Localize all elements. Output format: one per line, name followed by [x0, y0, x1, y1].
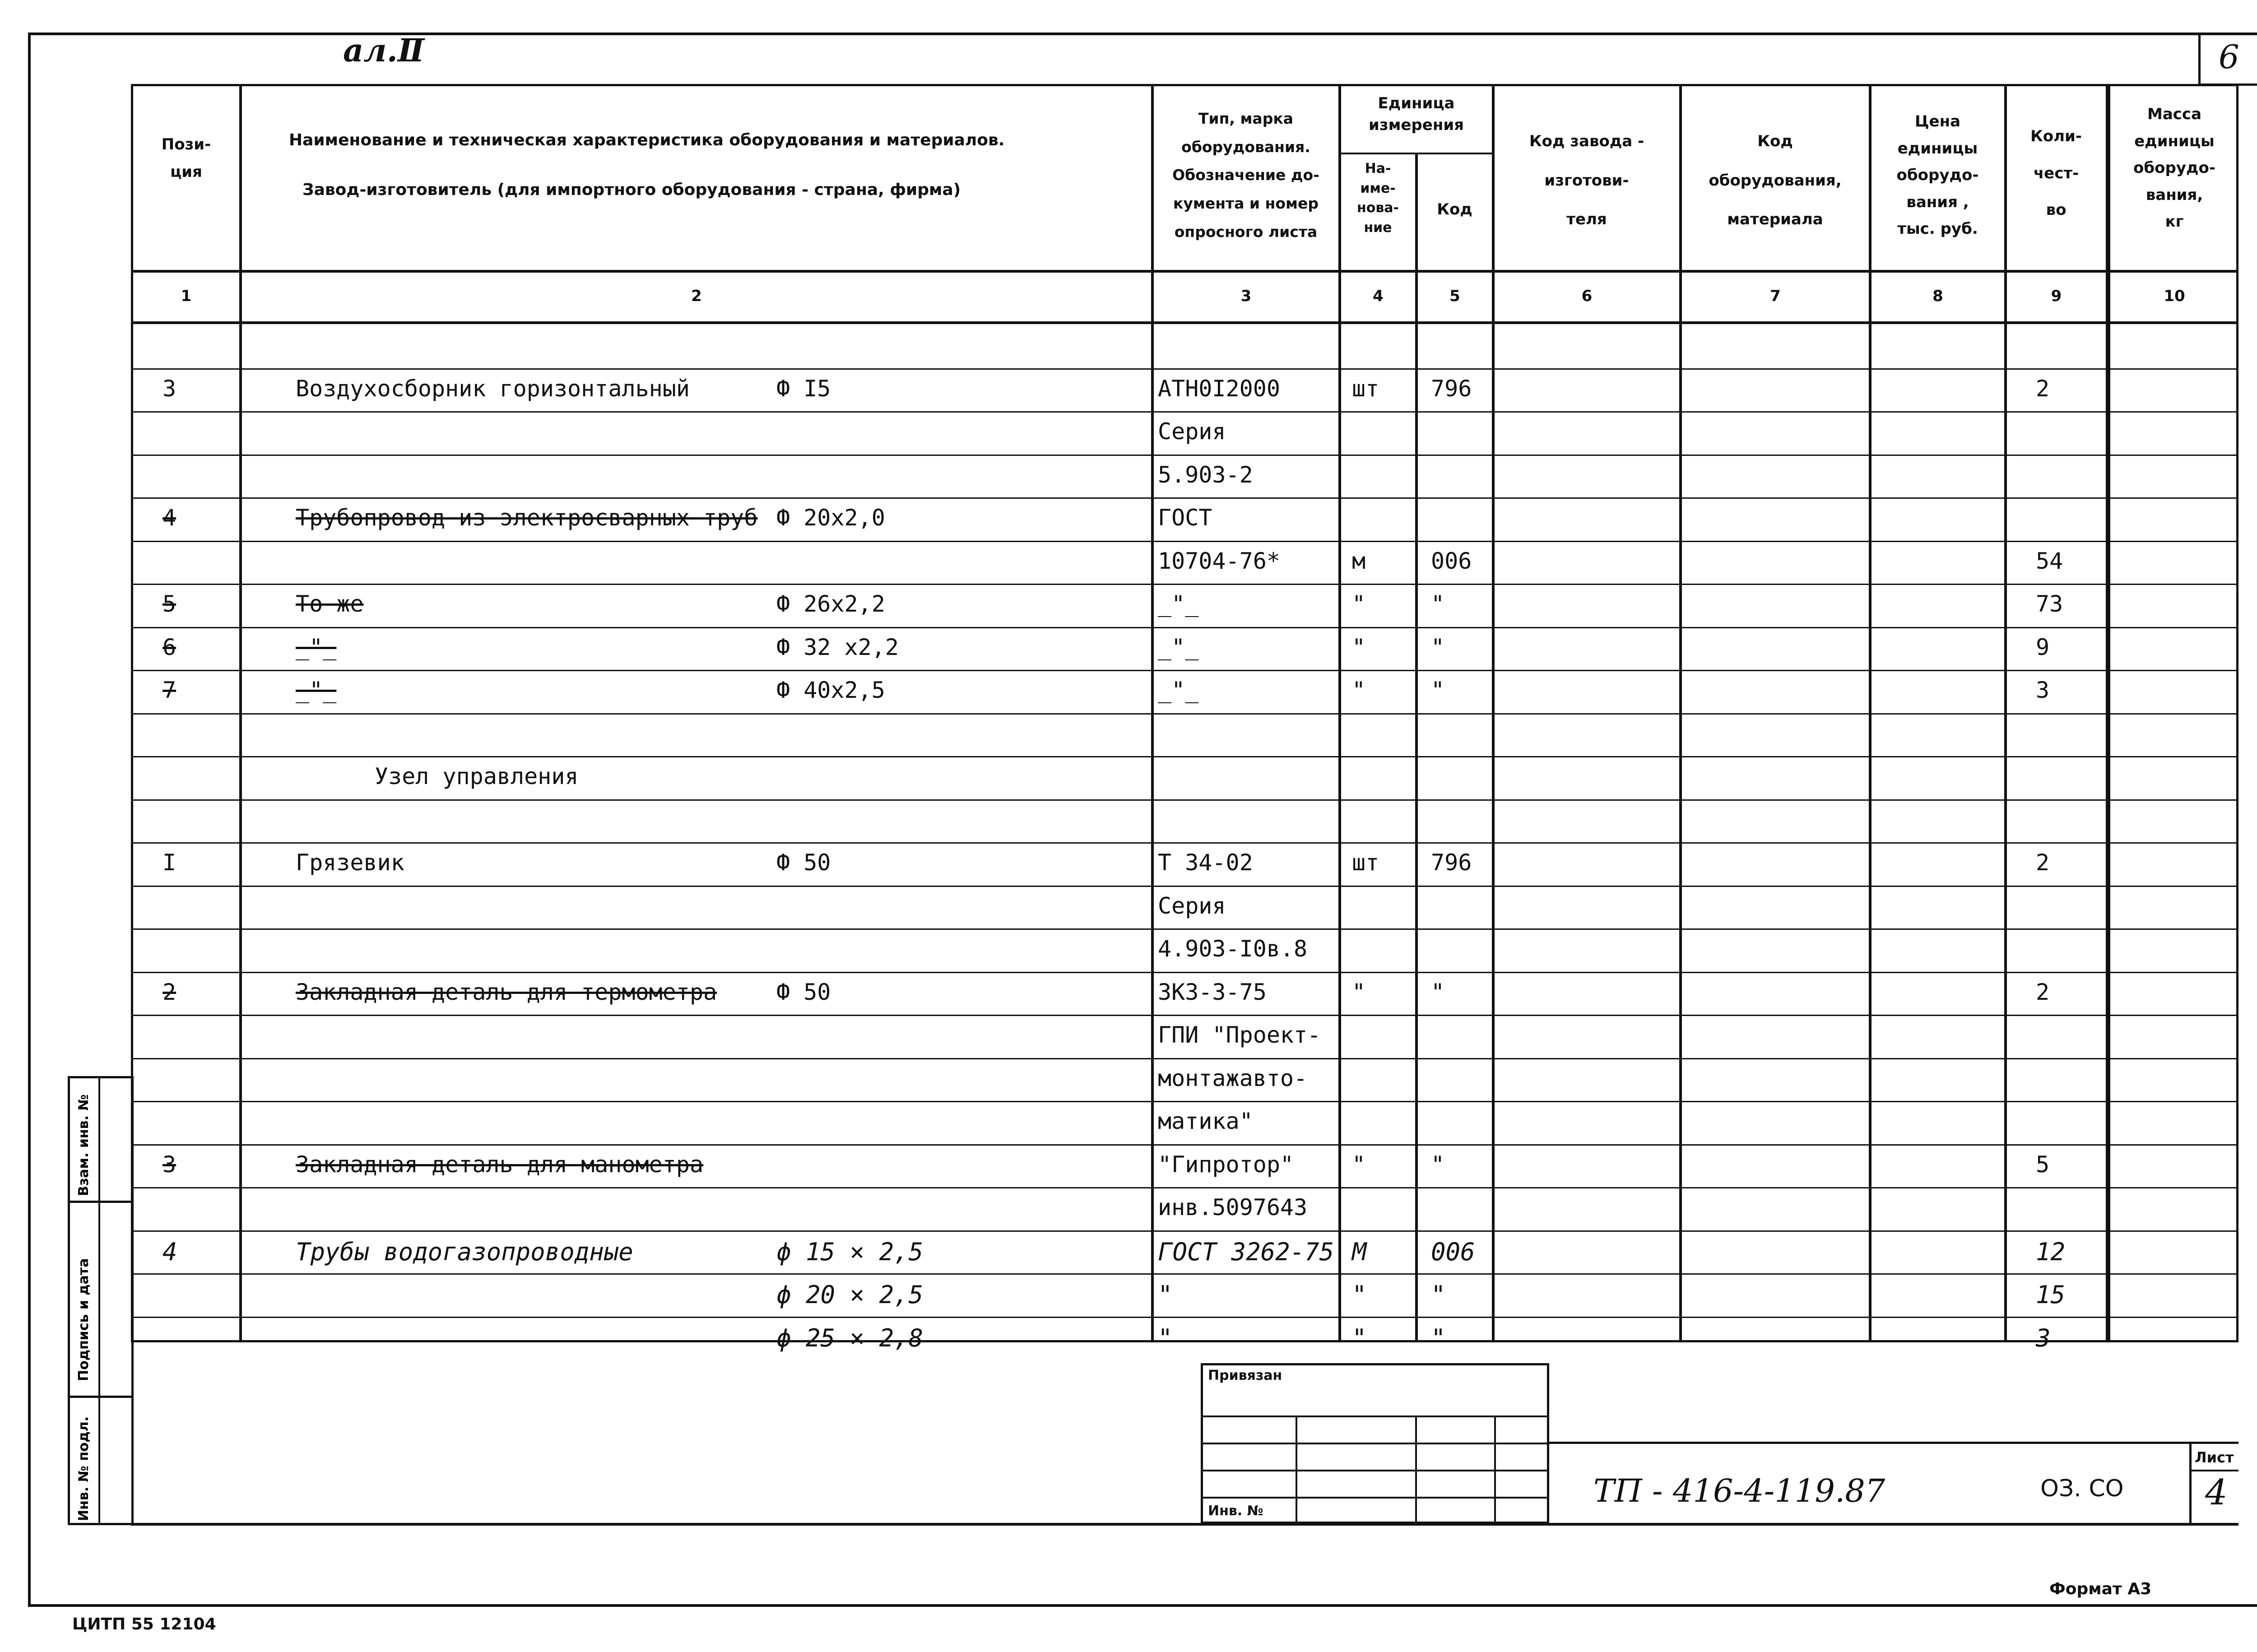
binding-col-1: [1296, 1415, 1297, 1524]
title-block-top-rule: [131, 1523, 2238, 1526]
cell-quantity: 3: [2036, 677, 2050, 703]
binding-inv-label: Инв. №: [1208, 1503, 1263, 1519]
cell-name: Трубы водогазопроводные: [296, 1237, 633, 1266]
cell-position: 7: [163, 677, 176, 703]
colnum-9: 9: [2051, 287, 2062, 305]
cell-name: Узел управления: [375, 763, 579, 789]
row-rule: [131, 972, 2238, 973]
cell-document: Серия: [1158, 892, 1226, 919]
cell-quantity: 12: [2036, 1237, 2066, 1266]
row-rule: [131, 1230, 2238, 1232]
header-equipment-code: Код оборудования, материала: [1709, 132, 1842, 229]
print-mark: ЦИТП 55 12104: [72, 1615, 216, 1633]
header-name-line1: Наименование и техническая характеристика оборудования и материалов.: [289, 131, 1005, 149]
cell-document: ГОСТ 3262-75: [1158, 1237, 1334, 1266]
colnum-2: 2: [691, 287, 702, 305]
side-stamp-rule-2: [68, 1396, 134, 1398]
row-rule: [131, 799, 2238, 801]
row-rule: [131, 368, 2238, 370]
cell-position: 5: [163, 591, 176, 617]
cell-dimension: Ф 40х2,5: [776, 677, 885, 703]
cell-dimension: ϕ 20 × 2,5: [776, 1281, 924, 1309]
list-label: Лист: [2195, 1449, 2234, 1466]
binding-rule-1: [1201, 1415, 1549, 1417]
header-factory-code: Код завода - изготови- теля: [1529, 132, 1644, 229]
row-rule: [131, 842, 2238, 844]
row-rule: [131, 455, 2238, 456]
cell-dimension: ϕ 15 × 2,5: [776, 1237, 924, 1266]
cell-quantity: 2: [2036, 375, 2050, 402]
header-name-line2: Завод-изготовитель (для импортного оборудования - страна, фирма): [302, 181, 961, 199]
cell-unit: ": [1352, 677, 1366, 703]
cell-position: 4: [163, 1237, 177, 1266]
sheet-marker: ал.Ⅱ: [343, 32, 424, 69]
cell-quantity: 5: [2036, 1151, 2050, 1178]
cell-unit: шт: [1352, 849, 1379, 876]
header-bottom-rule: [131, 270, 2238, 273]
header-price: Цена единицы оборудо- вания , тыс. руб.: [1896, 112, 1979, 238]
page-number: 6: [2219, 38, 2239, 76]
cell-document: Т 34-02: [1158, 849, 1253, 876]
cell-quantity: 2: [2036, 979, 2050, 1005]
sheet-code: ОЗ. СО: [2040, 1475, 2124, 1502]
cell-unit: ": [1352, 591, 1366, 617]
colnum-1: 1: [181, 287, 192, 305]
header-unit-group: Единица измерения: [1369, 94, 1464, 134]
cell-code: 796: [1431, 375, 1472, 402]
cell-document: ": [1158, 1281, 1173, 1309]
row-rule: [131, 928, 2238, 930]
row-rule: [131, 1058, 2238, 1059]
cell-position: 4: [163, 505, 176, 531]
cell-dimension: Ф I5: [776, 375, 831, 402]
cell-dimension: Ф 50: [776, 849, 831, 876]
cell-quantity: 15: [2036, 1281, 2066, 1309]
cell-document: Серия: [1158, 418, 1226, 445]
row-rule: [131, 670, 2238, 671]
cell-dimension: Ф 50: [776, 979, 831, 1005]
row-rule: [131, 1101, 2238, 1102]
side-stamp-replace-inv: Взам. инв. №: [76, 1094, 92, 1196]
cell-document: монтажавто-: [1158, 1065, 1308, 1091]
cell-code: ": [1431, 979, 1445, 1005]
cell-quantity: 3: [2036, 1323, 2051, 1352]
binding-col-2: [1415, 1415, 1417, 1524]
cell-code: ": [1431, 1281, 1446, 1309]
list-box-rule: [2189, 1470, 2238, 1471]
binding-rule-2: [1201, 1443, 1549, 1444]
cell-document: АТН0I2000: [1158, 375, 1280, 402]
binding-col-3: [1494, 1415, 1496, 1524]
row-rule: [131, 1144, 2238, 1146]
cell-code: ": [1431, 634, 1445, 660]
cell-document: ": [1158, 1323, 1173, 1352]
header-position: Пози- ция: [161, 135, 211, 181]
cell-dimension: ϕ 25 × 2,8: [776, 1323, 924, 1352]
row-rule: [131, 627, 2238, 628]
cell-name: Закладная деталь для манометра: [296, 1151, 704, 1178]
title-block-code-rule: [1549, 1442, 2238, 1444]
cell-code: ": [1431, 1151, 1445, 1178]
cell-quantity: 54: [2036, 548, 2063, 574]
format-label: Формат А3: [2049, 1580, 2152, 1598]
cell-code: 006: [1431, 548, 1472, 574]
row-rule: [131, 584, 2238, 585]
header-type: Тип, марка оборудования. Обозначение до- кумента и номер опросного листа: [1172, 110, 1319, 241]
cell-unit: ": [1352, 1151, 1366, 1178]
header-quantity: Коли- чест- во: [2030, 127, 2082, 219]
row-rule: [131, 497, 2238, 499]
cell-position: 3: [163, 375, 176, 402]
cell-dimension: Ф 32 х2,2: [776, 634, 899, 660]
cell-code: ": [1431, 1323, 1446, 1352]
row-rule: [131, 713, 2238, 715]
cell-unit: ": [1352, 634, 1366, 660]
row-rule: [131, 1187, 2238, 1188]
cell-unit: ": [1352, 1281, 1367, 1309]
cell-code: ": [1431, 677, 1445, 703]
row-rule: [131, 1317, 2238, 1318]
cell-document: 10704-76*: [1158, 548, 1280, 574]
cell-document: 4.903-I0в.8: [1158, 936, 1308, 962]
cell-unit: М: [1352, 1237, 1367, 1266]
document-code: ТП - 416-4-119.87: [1593, 1472, 1885, 1509]
cell-code: 796: [1431, 849, 1472, 876]
cell-position: I: [163, 849, 176, 876]
cell-unit: ": [1352, 979, 1366, 1005]
colnum-10: 10: [2164, 287, 2185, 305]
side-stamp-original-inv: Инв. № подл.: [76, 1416, 92, 1521]
binding-rule-3: [1201, 1470, 1549, 1471]
cell-document: ЗК3-3-75: [1158, 979, 1267, 1005]
cell-document: "Гипротор": [1158, 1151, 1294, 1178]
cell-quantity: 2: [2036, 849, 2050, 876]
row-rule: [131, 1273, 2238, 1275]
row-rule: [131, 411, 2238, 413]
cell-position: 6: [163, 634, 176, 660]
colnum-4: 4: [1373, 287, 1384, 305]
cell-name: Трубопровод из электросварных труб: [296, 505, 758, 531]
header-unit-name: На- име- нова- ние: [1356, 161, 1399, 236]
colnum-bottom-rule: [131, 321, 2238, 324]
cell-dimension: Ф 26х2,2: [776, 591, 885, 617]
cell-document: ГПИ "Проект-: [1158, 1022, 1321, 1048]
cell-code: ": [1431, 591, 1445, 617]
binding-rule-4: [1201, 1497, 1549, 1499]
row-rule: [131, 541, 2238, 542]
cell-code: 006: [1431, 1237, 1475, 1266]
list-number: 4: [2205, 1472, 2228, 1513]
cell-name: _"_: [296, 677, 337, 703]
header-unit-code: Код: [1437, 200, 1472, 218]
row-rule: [131, 1015, 2238, 1016]
cell-unit: ": [1352, 1323, 1367, 1352]
cell-quantity: 73: [2036, 591, 2063, 617]
header-mass: Масса единицы оборудо- вания, кг: [2133, 105, 2215, 231]
list-box-divider: [2189, 1442, 2192, 1523]
cell-document: ГОСТ: [1158, 505, 1212, 531]
cell-document: инв.5097643: [1158, 1194, 1308, 1220]
cell-document: 5.903-2: [1158, 461, 1253, 488]
binding-label: Привязан: [1208, 1368, 1282, 1383]
cell-position: 2: [163, 979, 176, 1005]
cell-name: Воздухосборник горизонтальный: [296, 375, 690, 402]
cell-document: _"_: [1158, 634, 1199, 660]
cell-dimension: Ф 20х2,0: [776, 505, 885, 531]
colnum-7: 7: [1770, 287, 1781, 305]
cell-document: матика": [1158, 1108, 1253, 1134]
colnum-6: 6: [1581, 287, 1593, 305]
cell-quantity: 9: [2036, 634, 2050, 660]
cell-name: Закладная деталь для термометра: [296, 979, 717, 1005]
side-stamp-signature-date: Подпись и дата: [76, 1258, 92, 1381]
row-rule: [131, 756, 2238, 757]
col-sep-4: [1415, 153, 1418, 1342]
colnum-5: 5: [1449, 287, 1460, 305]
side-stamp-rule-1: [68, 1201, 134, 1203]
row-rule: [131, 886, 2238, 887]
cell-document: _"_: [1158, 591, 1199, 617]
cell-name: Грязевик: [296, 849, 404, 876]
cell-position: 3: [163, 1151, 176, 1178]
cell-unit: м: [1352, 548, 1366, 574]
side-stamp-divider: [98, 1076, 100, 1525]
cell-unit: шт: [1352, 375, 1379, 402]
cell-document: _"_: [1158, 677, 1199, 703]
cell-name: _"_: [296, 634, 337, 660]
colnum-8: 8: [1932, 287, 1943, 305]
colnum-3: 3: [1240, 287, 1252, 305]
cell-name: То же: [296, 591, 364, 617]
